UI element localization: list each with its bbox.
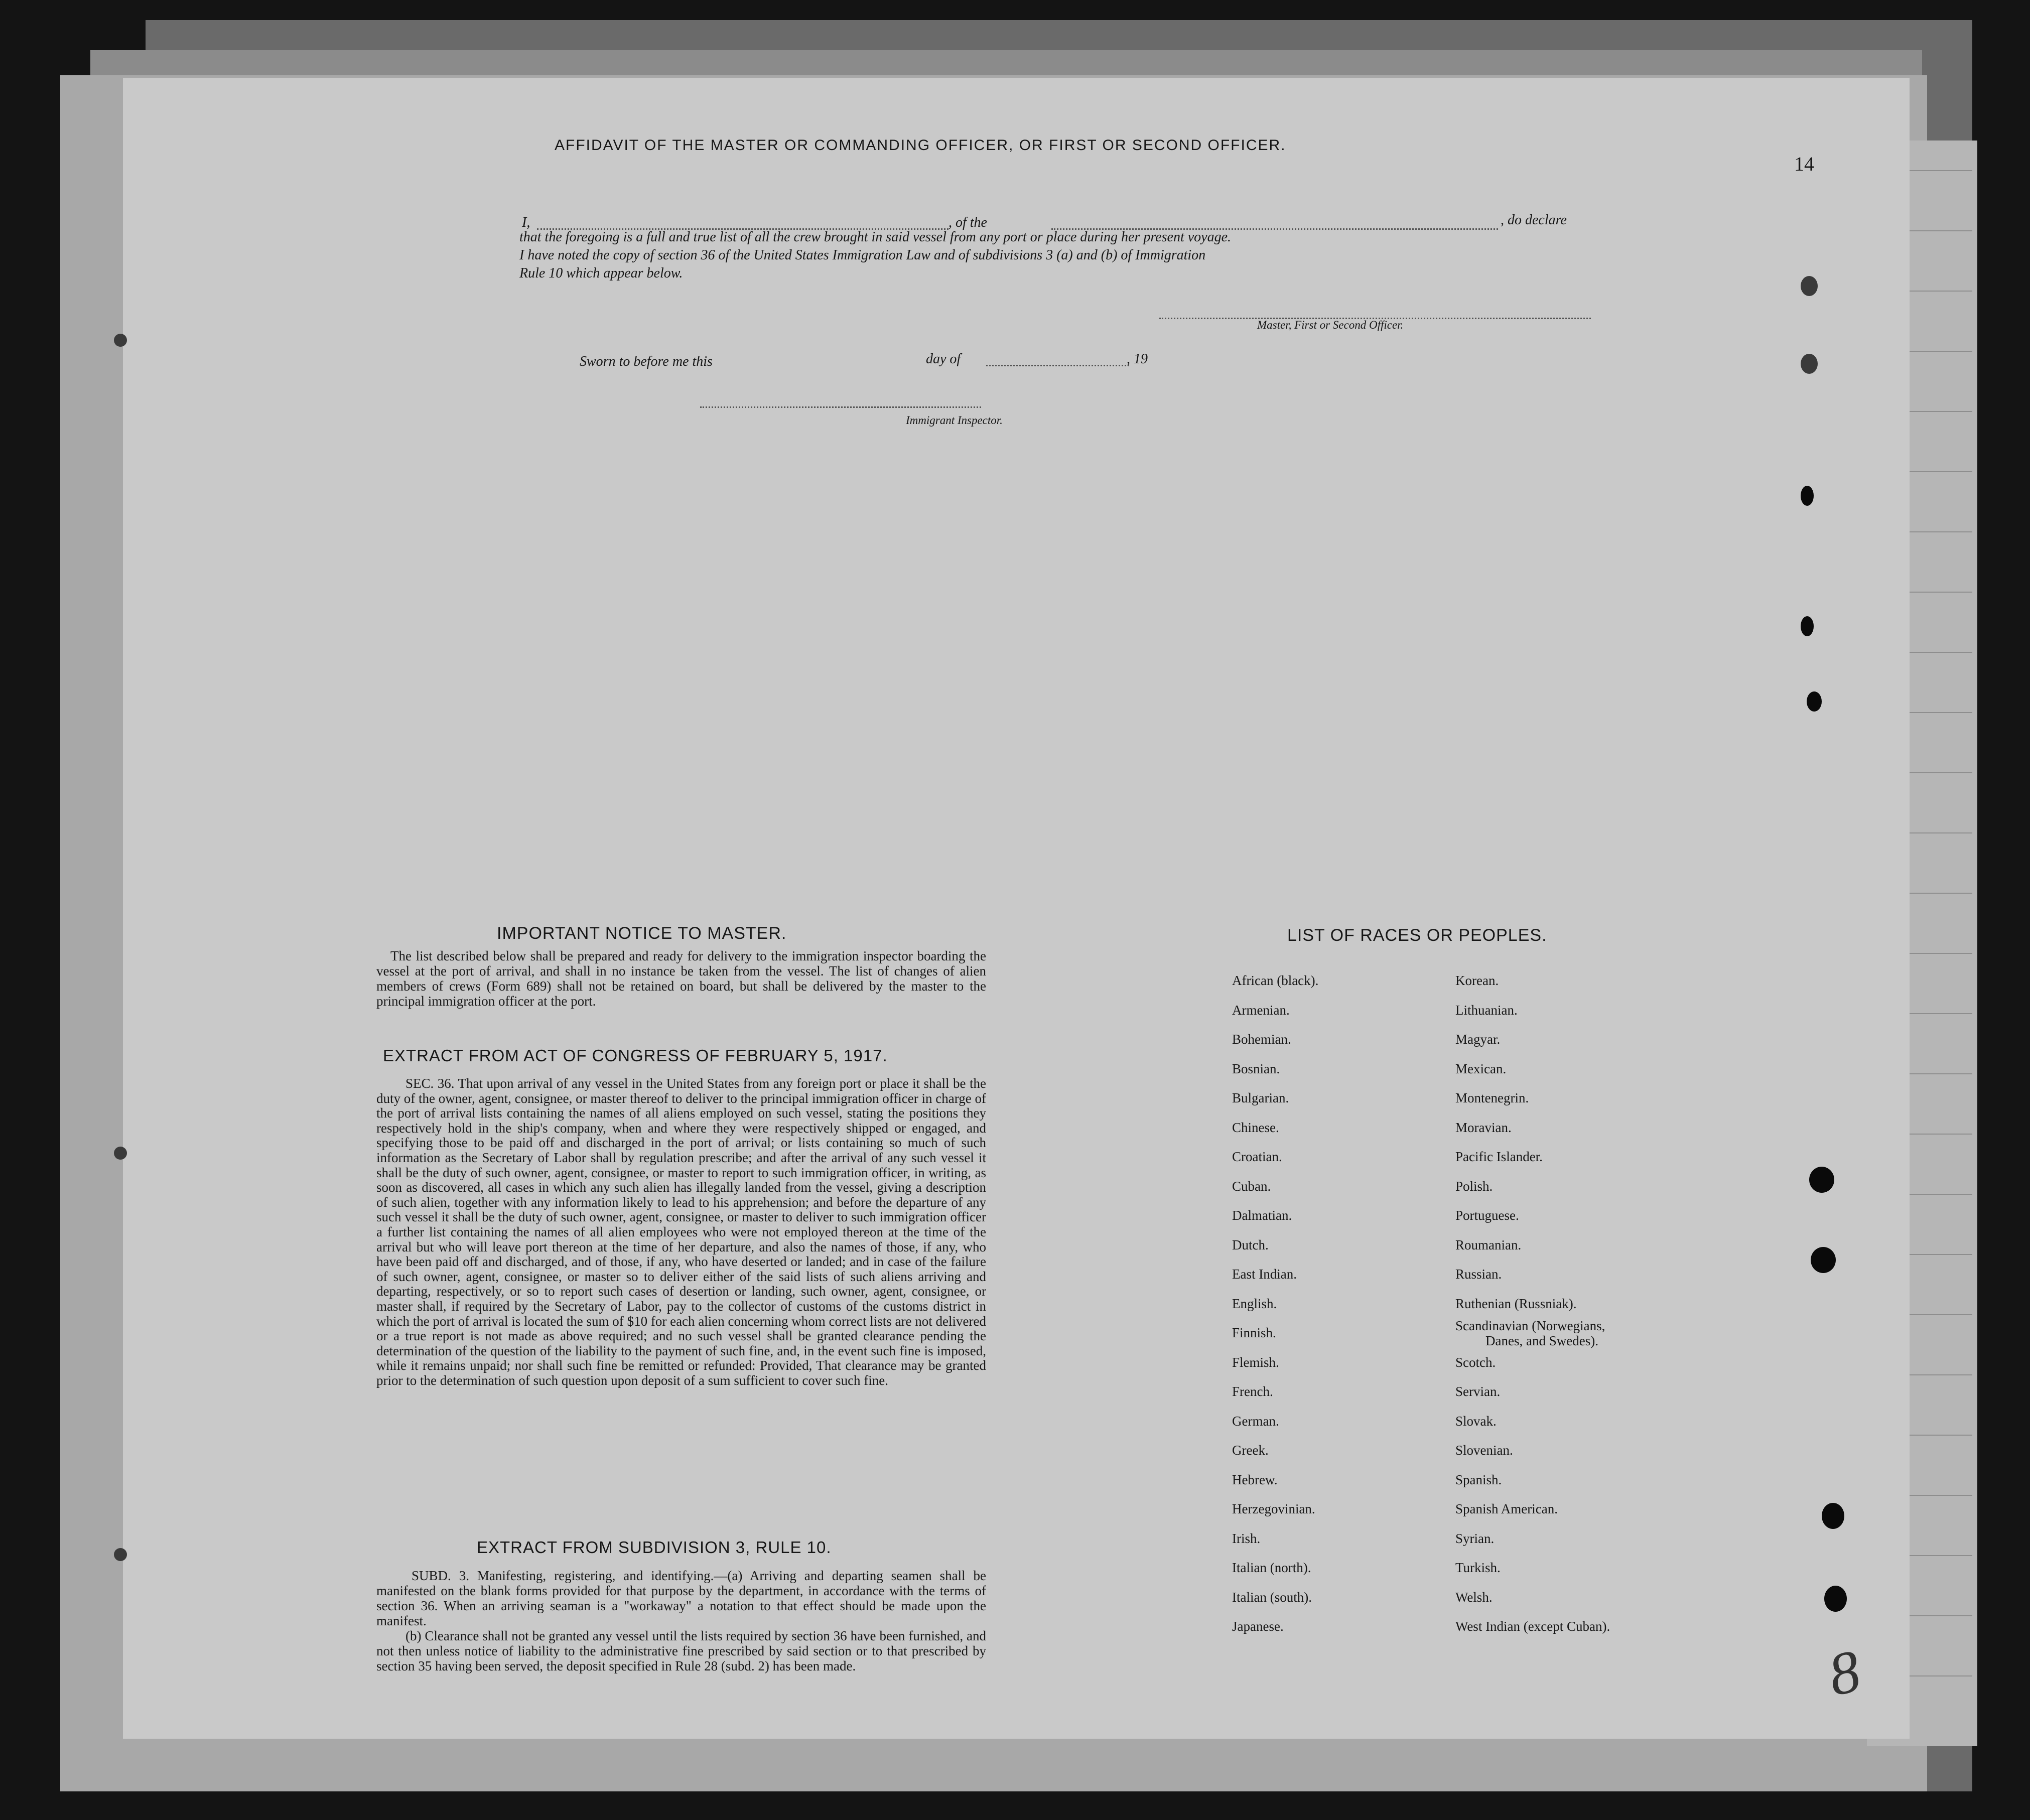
race-item: Scandinavian (Norwegians, [1455, 1318, 1605, 1333]
race-item: English. [1232, 1296, 1277, 1311]
inspector-signature-line[interactable] [700, 406, 981, 408]
day-of-label: day of [926, 351, 961, 367]
race-item: Scotch. [1455, 1354, 1496, 1370]
extract-rule-text-a: SUBD. 3. Manifesting, registering, and identifying.—(a) Arriving and departing seamen shall be manifested on the blank forms provided for that purpose by the department, in accordance with the terms of section 36. When an arriving seaman is a "workaway" a notation to that effect should be made upon the manifest. [376, 1568, 986, 1628]
race-item: Moravian. [1455, 1119, 1512, 1135]
race-item: Turkish. [1455, 1560, 1501, 1575]
race-item: Polish. [1455, 1178, 1493, 1194]
races-title: LIST OF RACES OR PEOPLES. [1287, 926, 1547, 945]
race-item: Slovenian. [1455, 1443, 1513, 1458]
race-item: Finnish. [1232, 1325, 1276, 1340]
race-item: Hebrew. [1232, 1472, 1278, 1487]
notice-title: IMPORTANT NOTICE TO MASTER. [497, 924, 787, 943]
binding-hole [1809, 1167, 1834, 1193]
race-item: Korean. [1455, 973, 1499, 988]
race-item: Spanish. [1455, 1472, 1502, 1487]
race-item: Spanish American. [1455, 1501, 1558, 1516]
race-item: Croatian. [1232, 1149, 1282, 1164]
race-item: Armenian. [1232, 1002, 1290, 1018]
race-item: Bulgarian. [1232, 1090, 1289, 1105]
binding-hole [1807, 691, 1822, 712]
race-item: German. [1232, 1413, 1279, 1429]
race-item: Italian (north). [1232, 1560, 1311, 1575]
race-item: Russian. [1455, 1267, 1502, 1282]
race-item-multiline [1455, 1318, 1610, 1348]
inspector-label: Immigrant Inspector. [906, 414, 1003, 427]
race-item: Bohemian. [1232, 1032, 1291, 1047]
affidavit-of-the-label: , of the [949, 215, 987, 230]
page-number: 14 [1794, 153, 1814, 175]
binding-hole [1824, 1586, 1847, 1612]
race-item: Dutch. [1232, 1237, 1269, 1252]
race-item: Magyar. [1455, 1032, 1501, 1047]
race-item: Servian. [1455, 1384, 1501, 1399]
race-item: Cuban. [1232, 1178, 1271, 1194]
punch-hole [114, 334, 127, 347]
binding-hole [1801, 276, 1818, 296]
race-item: Flemish. [1232, 1354, 1279, 1370]
race-item: Bosnian. [1232, 1061, 1280, 1076]
race-item: Roumanian. [1455, 1237, 1522, 1252]
binding-hole [1811, 1247, 1836, 1273]
extract-act-text: SEC. 36. That upon arrival of any vessel in the United States from any foreign port or place it shall be the duty of the owner, agent, consignee, or master thereof to deliver to the principal immigration officer in charge of the port of arrival lists containing the names of all aliens employed on such vessel, stating the positions they respectively hold in the ship's company, when and where they were respectively shipped or engaged, and specifying those to be paid off and discharged in the port of arrival; or lists containing so much of such information as the Secretary of Labor shall by regulation prescribe; and after the arrival of any such vessel it shall be the duty of such owner, agent, consignee, or master to report to such immigration officer, in writing, as soon as discovered, all cases in which any such alien has illegally landed from the vessel, giving a description of such alien, together with any information likely to lead to his apprehension; and before the departure of any such vessel it shall be the duty of such owner, agent, consignee, or master to deliver to such immigration officer a further list containing the names of all alien employees who were not employed thereon at the time of the arrival but who will leave port thereon at the time of her departure, and also the names of those, if any, who have been paid off and discharged, and of those, if any, who have deserted or landed; and in case of the failure of such owner, agent, consignee, or master so to deliver either of the said lists of such aliens arriving and departing, respectively, or so to report such cases of desertion or landing, such owner, agent, consignee, or master shall, if required by the Secretary of Labor, pay to the collector of customs of the customs district in which the port of arrival is located the sum of $10 for each alien concerning whom correct lists are not delivered or a true report is not made as above required; and no such vessel shall be granted clearance pending the determination of the question of the liability to the payment of such fine, and, in the event such fine is imposed, while it remains unpaid; nor shall such fine be remitted or refunded: Provided, That clearance may be granted prior to the determination of such question upon deposit of a sum sufficient to cover such fine. [376, 1076, 986, 1388]
race-item: Lithuanian. [1455, 1002, 1518, 1018]
races-column-2 [1455, 966, 1610, 1641]
punch-hole [114, 1548, 127, 1561]
race-item: East Indian. [1232, 1267, 1297, 1282]
race-item: French. [1232, 1384, 1273, 1399]
affidavit-declare-label: , do declare [1501, 212, 1567, 228]
race-item-continuation: Danes, and Swedes). [1485, 1333, 1598, 1348]
race-item: Pacific Islander. [1455, 1149, 1543, 1164]
race-item: African (black). [1232, 973, 1319, 988]
race-item: Ruthenian (Russniak). [1455, 1296, 1577, 1311]
extract-act-title: EXTRACT FROM ACT OF CONGRESS OF FEBRUARY 5, 1917. [383, 1046, 888, 1065]
race-item: West Indian (except Cuban). [1455, 1619, 1610, 1634]
binding-hole [1801, 616, 1814, 636]
races-column-1 [1232, 966, 1318, 1641]
race-item: Dalmatian. [1232, 1208, 1292, 1223]
race-item: Slovak. [1455, 1413, 1497, 1429]
master-label: Master, First or Second Officer. [1257, 319, 1404, 331]
race-item: Italian (south). [1232, 1589, 1312, 1605]
race-item: Welsh. [1455, 1589, 1493, 1605]
year-label: , 19 [1127, 351, 1148, 367]
affidavit-i-label: I, [522, 215, 530, 230]
affidavit-line-4: Rule 10 which appear below. [519, 265, 683, 281]
binding-hole [1801, 486, 1814, 506]
day-blank[interactable] [986, 365, 1129, 366]
extract-rule-text-b: (b) Clearance shall not be granted any vessel until the lists required by section 36 have been furnished, and not then unless notice of liability to the administrative fine prescribed by said section or to that prescribed by section 35 having been served, the deposit specified in Rule 28 (subd. 2) has been made. [376, 1628, 986, 1673]
extract-rule-title: EXTRACT FROM SUBDIVISION 3, RULE 10. [477, 1538, 832, 1557]
race-item: Syrian. [1455, 1530, 1495, 1546]
race-item: Irish. [1232, 1530, 1261, 1546]
race-item: Greek. [1232, 1443, 1269, 1458]
race-item: Herzegovinian. [1232, 1501, 1315, 1516]
race-item: Chinese. [1232, 1119, 1279, 1135]
handwritten-mark: 8 [1822, 1637, 1866, 1709]
race-item: Portuguese. [1455, 1208, 1519, 1223]
binding-hole [1801, 354, 1818, 374]
affidavit-line-3: I have noted the copy of section 36 of the United States Immigration Law and of subdivisions 3 (a) and (b) of Immigration [519, 247, 1206, 263]
manifest-page [123, 78, 1910, 1739]
binding-hole [1822, 1503, 1844, 1529]
race-item: Mexican. [1455, 1061, 1507, 1076]
sworn-label: Sworn to before me this [580, 354, 713, 369]
race-item: Japanese. [1232, 1619, 1284, 1634]
race-item: Montenegrin. [1455, 1090, 1529, 1105]
affidavit-title: AFFIDAVIT OF THE MASTER OR COMMANDING OFFICER, OR FIRST OR SECOND OFFICER. [555, 137, 1286, 154]
affidavit-line-2: that the foregoing is a full and true list of all the crew brought in said vessel from any port or place during her present voyage. [519, 229, 1232, 245]
punch-hole [114, 1147, 127, 1160]
notice-text: The list described below shall be prepared and ready for delivery to the immigration inspector boarding the vessel at the port of arrival, and shall in no instance be taken from the vessel. The list of changes of alien members of crews (Form 689) shall not be retained on board, but shall be delivered by the master to the principal immigration officer at the port. [376, 948, 986, 1009]
